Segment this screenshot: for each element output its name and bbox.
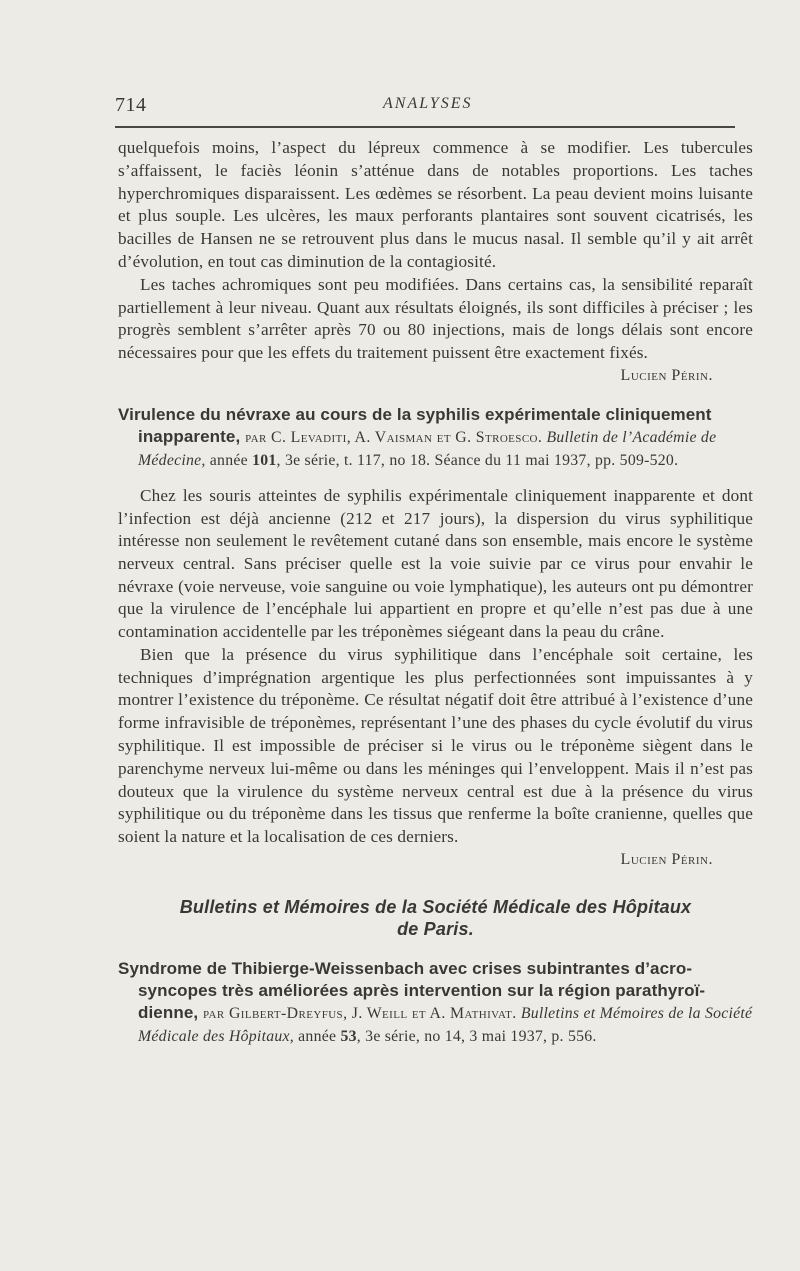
entry-2-year-label: année: [298, 1028, 337, 1046]
entry-title-continuation: inapparente,: [138, 426, 241, 446]
review-entry-virulence: [118, 404, 753, 870]
authors-text: par C. Levaditi, A. Vaisman et G. Stroesco.: [245, 428, 543, 446]
author-signature-1: Lucien Périn.: [620, 366, 713, 384]
entry-2-title-line-1: Syndrome de Thibierge-Weissenbach avec crises subintrantes d’acro-: [118, 959, 693, 979]
page-header: [115, 94, 735, 124]
entry-2-title-continuation: dienne,: [138, 1003, 199, 1023]
entry-title-line-1: Virulence du névraxe au cours de la syphilis expérimentale cliniquement: [118, 404, 712, 424]
entry-2-title-line-2: syncopes très améliorées après intervention sur la région parathyroï-: [138, 981, 706, 1001]
entry-2-authors: [138, 1005, 752, 1045]
entry-title-syndrome: [118, 958, 753, 1048]
intro-paragraph-2: Les taches achromiques sont peu modifiées. Dans certains cas, la sensibilité reparaît partiellement à leur niveau. Quant aux résultats éloignés, ils sont difficiles à préciser ; les progrès semblent s’arrêter après 70 ou 80 injections, mais de longs délais sont encore nécessaires pour que les effets du traitement puissent être exactement fixés.: [118, 274, 753, 363]
entry-2-volume-number: 53: [340, 1028, 357, 1046]
section-heading-line-2: de Paris.: [397, 919, 474, 940]
entry-2-title-line-3: [138, 1002, 753, 1048]
entry-2-journal-title: Bulletins et Mémoires de la Société Médicale des Hôpitaux,: [138, 1005, 753, 1046]
review-entry-syndrome: [118, 958, 753, 1048]
intro-paragraph-1: quelquefois moins, l’aspect du lépreux commence à se modifier. Les tubercules s’affaissent, le faciès léonin s’atténue dans de notables proportions. Les taches hyperchromiques disparaissent. Les œdèmes se résorbent. La peau devient moins luisante et plus souple. Les ulcères, les maux perforants plantaires sont souvent cicatrisés, les bacilles de Hansen ne se retrouvent plus dans le mucus nasal. Il semble qu’il y ait arrêt d’évolution, en tout cas diminution de la contagiosité.: [118, 138, 753, 271]
citation-details: , 3e série, t. 117, no 18. Séance du 11 mai 1937, pp. 509-520.: [276, 451, 679, 469]
journal-title: Bulletin de l’Académie de Médecine,: [138, 428, 717, 469]
entry-2-citation-details: , 3e série, no 14, 3 mai 1937, p. 556.: [356, 1028, 597, 1046]
main-content: [118, 137, 753, 1048]
section-heading: [118, 896, 753, 940]
entry-2-authors-text: par Gilbert-Dreyfus, J. Weill et A. Mathivat.: [203, 1005, 517, 1023]
entry-paragraph-2: Bien que la présence du virus syphilitique dans l’encéphale soit certaine, les techniques d’imprégnation argentique les plus perfectionnées sont impuissantes à y montrer l’existence du tréponème. Ce résultat négatif doit être attribué à l’existence d’une forme infravisible de tréponèmes, représentant l’une des phases du cycle évolutif du virus syphilitique. Il est impossible de préciser si le virus ou le tréponème siègent dans le parenchyme nerveux lui-même ou dans les méninges qui l’enveloppent. Mais il n’est pas douteux que la virulence du système nerveux central est due à la présence du virus syphilitique ou du tréponème dans les tissus que renferme la boîte cranienne, quelles que soient la nature et la localisation de ces derniers.: [118, 644, 753, 847]
entry-title-line-2: [138, 426, 753, 472]
entry-title-virulence: [118, 404, 753, 472]
header-rule: [115, 126, 735, 128]
author-signature-2: Lucien Périn.: [620, 851, 713, 869]
running-head: ANALYSES: [383, 95, 473, 112]
entry-paragraph-1: Chez les souris atteintes de syphilis expérimentale cliniquement inapparente et dont l’infection est déjà ancienne (212 et 217 jours), la dispersion du virus syphilitique intéresse non seulement le revêtement cutané dans son ensemble, mais encore le système nerveux central. Sans préciser quelle est la voie suivie par ce virus pour envahir le névraxe (voie nerveuse, voie sanguine ou voie lymphatique), les auteurs ont pu démontrer que la virulence de l’encéphale lui appartient en propre et qu’elle n’est pas due à une contamination accidentelle par les tréponèmes siégeant dans la peau du crâne.: [118, 485, 753, 642]
year-label: année: [209, 451, 248, 469]
volume-number: 101: [252, 451, 277, 469]
page-number: 714: [115, 94, 147, 116]
section-heading-line-1: Bulletins et Mémoires de la Société Médicale des Hôpitaux: [179, 897, 692, 918]
